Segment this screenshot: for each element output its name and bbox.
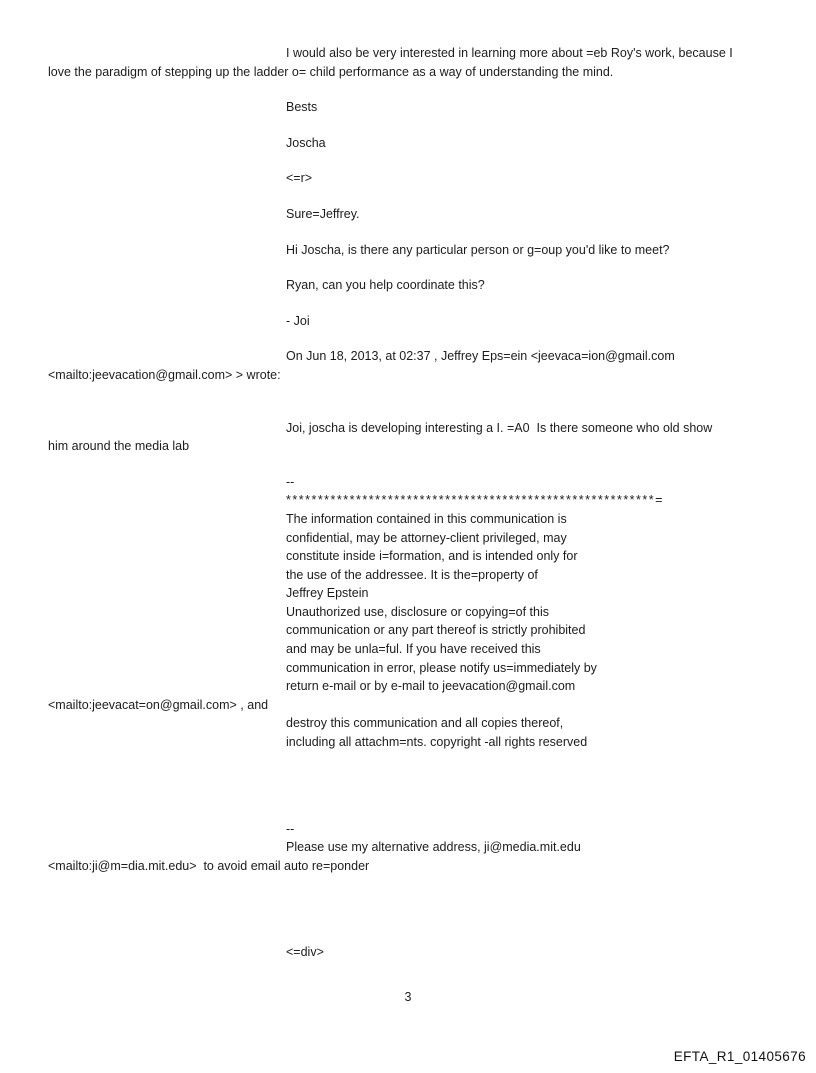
document-line: Please use my alternative address, ji@media.mit.edu xyxy=(286,840,581,855)
document-line: The information contained in this communication is xyxy=(286,511,567,526)
document-line: <mailto:jeevacation@gmail.com> > wrote: xyxy=(48,367,281,382)
document-line: destroy this communication and all copies thereof, xyxy=(286,716,564,731)
document-line: constitute inside i=formation, and is intended only for xyxy=(286,549,578,564)
document-line: - Joi xyxy=(286,313,310,328)
document-line: him around the media lab xyxy=(48,439,190,454)
document-line: -- xyxy=(286,821,295,836)
document-line: Jeffrey Epstein xyxy=(286,586,369,601)
document-line: On Jun 18, 2013, at 02:37 , Jeffrey Eps=ein <jeevaca=ion@gmail.com xyxy=(286,349,675,364)
document-line: Joscha xyxy=(286,135,326,150)
document-line: **********************************************************= xyxy=(286,493,664,508)
document-line: <mailto:ji@m=dia.mit.edu> to avoid email auto re=ponder xyxy=(48,858,370,873)
document-line: return e-mail or by e-mail to jeevacation@gmail.com xyxy=(286,679,576,694)
document-line: -- xyxy=(286,474,295,489)
document-line: Sure=Jeffrey. xyxy=(286,206,360,221)
bates-number: EFTA_R1_01405676 xyxy=(673,1049,806,1064)
document-line: Bests xyxy=(286,100,318,115)
document-line: confidential, may be attorney-client privileged, may xyxy=(286,530,567,545)
document-line: Ryan, can you help coordinate this? xyxy=(286,278,485,293)
document-line: and may be unla=ful. If you have received this xyxy=(286,642,541,657)
document-line: Hi Joscha, is there any particular person or g=oup you'd like to meet? xyxy=(286,242,670,257)
document-line: communication in error, please notify us=immediately by xyxy=(286,660,597,675)
document-line: I would also be very interested in learning more about =eb Roy's work, because I xyxy=(286,46,733,60)
document-line: Joi, joscha is developing interesting a I. =A0 Is there someone who old show xyxy=(286,420,713,435)
document-line: Unauthorized use, disclosure or copying=of this xyxy=(286,604,549,619)
document-line: <=r> xyxy=(286,171,313,186)
document-line: <mailto:jeevacat=on@gmail.com> , and xyxy=(48,697,269,712)
document-lines xyxy=(48,44,800,962)
document-line: <=div> xyxy=(286,945,324,960)
document-line: communication or any part thereof is strictly prohibited xyxy=(286,623,586,638)
page-number: 3 xyxy=(404,990,412,1004)
document-line: love the paradigm of stepping up the ladder o= child performance as a way of understanding the mind. xyxy=(48,64,614,79)
document-line: the use of the addressee. It is the=property of xyxy=(286,567,538,582)
document-line: including all attachm=nts. copyright -all rights reserved xyxy=(286,735,588,750)
